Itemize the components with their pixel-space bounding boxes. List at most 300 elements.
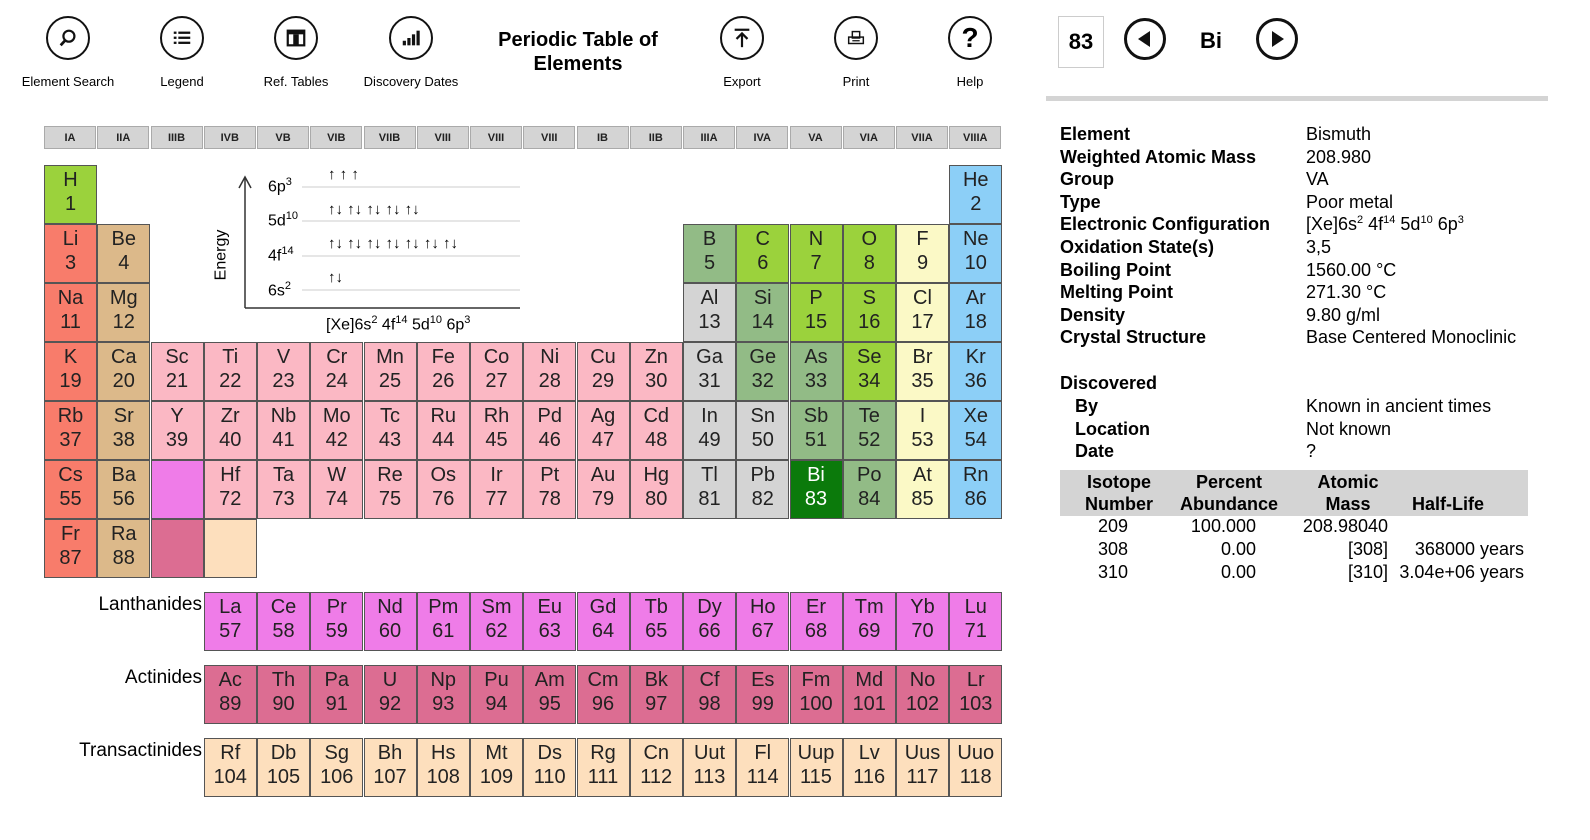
element-symbol: Li	[62, 228, 79, 250]
previous-element-button[interactable]	[1124, 18, 1166, 60]
element-cell-np[interactable]	[417, 665, 470, 724]
element-symbol: Es	[751, 669, 775, 691]
element-cell-hg[interactable]	[630, 460, 683, 519]
isotope-mass: [308]	[1347, 539, 1388, 559]
element-number: 46	[538, 429, 561, 451]
element-number: 9	[916, 252, 929, 274]
element-cell-y[interactable]	[151, 401, 204, 460]
element-number: 66	[698, 620, 721, 642]
element-cell-cu[interactable]	[577, 342, 630, 401]
panel-divider	[1046, 96, 1548, 101]
element-cell-au[interactable]	[577, 460, 630, 519]
element-symbol: Cr	[326, 346, 348, 368]
element-cell-pu[interactable]	[470, 665, 523, 724]
element-cell-md[interactable]	[843, 665, 896, 724]
element-number: 85	[911, 488, 934, 510]
element-cell-zr[interactable]	[204, 401, 257, 460]
element-number: 112	[640, 766, 673, 788]
isotope-number: 310	[1098, 562, 1129, 582]
discovered-label-by: By	[1075, 396, 1099, 416]
element-cell-ge[interactable]	[736, 342, 789, 401]
element-cell-ds[interactable]	[523, 738, 576, 797]
element-symbol: Th	[271, 669, 296, 691]
electron-config-caption: $[Xe]6s^2$ $4f^{14}$ $5d^{10}$ $6p^3$	[326, 314, 471, 334]
orbital-arrows-5d: ↑↓ ↑↓ ↑↓ ↑↓ ↑↓	[328, 201, 420, 218]
app-title-line1: Periodic Table of	[498, 29, 658, 51]
element-symbol: Tl	[701, 464, 718, 486]
export-button[interactable]	[687, 16, 797, 89]
element-cell-h[interactable]	[44, 165, 97, 224]
element-number: 11	[60, 311, 81, 333]
isotope-header-3: Atomic Mass	[1317, 472, 1379, 514]
element-symbol: Fl	[754, 742, 772, 764]
element-symbol: Bk	[644, 669, 668, 691]
element-symbol: He	[962, 169, 989, 191]
element-symbol: Fe	[431, 346, 455, 368]
element-symbol: Xe	[963, 405, 988, 427]
element-number: 83	[804, 488, 828, 510]
element-symbol: Si	[753, 287, 772, 309]
element-cell-br[interactable]	[896, 342, 949, 401]
element-symbol: At	[913, 464, 932, 486]
element-symbol: H	[63, 169, 78, 191]
element-cell-cs[interactable]	[44, 460, 97, 519]
group-header-2: IIA	[97, 126, 149, 149]
element-cell-db[interactable]	[257, 738, 310, 797]
element-number: 88	[112, 547, 135, 569]
element-number: 15	[804, 311, 828, 333]
element-cell-u[interactable]	[364, 665, 417, 724]
element-cell-po[interactable]	[843, 460, 896, 519]
search-icon	[46, 16, 90, 60]
element-symbol: Br	[912, 346, 933, 368]
element-cell-os[interactable]	[417, 460, 470, 519]
element-cell-mo[interactable]	[310, 401, 363, 460]
element-symbol: Lv	[858, 742, 880, 764]
element-cell-uup[interactable]	[790, 738, 843, 797]
element-symbol: Cl	[913, 287, 932, 309]
legend-label: Legend	[160, 74, 204, 89]
element-symbol: Lu	[964, 596, 987, 618]
isotope-mass: [310]	[1347, 562, 1388, 582]
element-cell-f[interactable]	[896, 224, 949, 283]
element-cell-si[interactable]	[736, 283, 789, 342]
element-number: 42	[325, 429, 348, 451]
element-number: 82	[751, 488, 774, 510]
element-cell-uut[interactable]	[683, 738, 736, 797]
element-number: 5	[703, 252, 716, 274]
element-cell-cm[interactable]	[577, 665, 630, 724]
element-cell-pm[interactable]	[417, 592, 470, 651]
element-symbol: Pd	[537, 405, 562, 427]
element-cell-uuo[interactable]	[949, 738, 1002, 797]
element-cell-cl[interactable]	[896, 283, 949, 342]
element-cell-pa[interactable]	[310, 665, 363, 724]
element-number: 102	[905, 693, 940, 715]
element-cell-dy[interactable]	[683, 592, 736, 651]
group-header-9: VIII	[470, 126, 522, 149]
element-symbol: Po	[857, 464, 882, 486]
element-cell-te[interactable]	[843, 401, 896, 460]
legend-button[interactable]	[127, 16, 237, 89]
element-cell-s[interactable]	[843, 283, 896, 342]
element-number: 39	[165, 429, 189, 451]
print-label: Print	[842, 74, 870, 89]
print-button[interactable]	[801, 16, 911, 89]
group-header-18: VIIIA	[949, 126, 1001, 149]
element-number: 106	[320, 766, 354, 788]
orbital-label-5d: $5d^{10}$	[268, 210, 299, 230]
isotope-half-life: 368000 years	[1414, 539, 1524, 559]
element-symbol: Zr	[220, 405, 240, 427]
element-symbol: N	[808, 228, 824, 250]
element-cell-mg[interactable]	[97, 283, 150, 342]
element-cell-c[interactable]	[736, 224, 789, 283]
element-number: 52	[858, 429, 881, 451]
element-cell-ac[interactable]	[204, 665, 257, 724]
print-icon	[834, 16, 878, 60]
help-label: Help	[956, 74, 984, 89]
element-cell-sr[interactable]	[97, 401, 150, 460]
element-number: 118	[959, 766, 992, 788]
element-number: 116	[853, 766, 886, 788]
element-number: 8	[863, 252, 875, 274]
element-cell-th[interactable]	[257, 665, 310, 724]
element-symbol: Mt	[485, 742, 508, 764]
element-number: 113	[693, 766, 726, 788]
element-cell-no[interactable]	[896, 665, 949, 724]
isotope-abundance: 100.000	[1190, 516, 1256, 536]
element-number: 87	[59, 547, 82, 569]
element-symbol: Db	[270, 742, 297, 764]
element-symbol: Ni	[540, 346, 560, 368]
element-cell-sc[interactable]	[151, 342, 204, 401]
element-symbol: I	[919, 405, 926, 427]
element-cell-re[interactable]	[364, 460, 417, 519]
element-number: 109	[479, 766, 514, 788]
element-number: 43	[378, 429, 402, 451]
element-symbol: Pb	[750, 464, 775, 486]
element-symbol: Md	[855, 669, 884, 691]
element-cell-tc[interactable]	[364, 401, 417, 460]
element-number: 21	[165, 370, 189, 392]
element-number: 38	[112, 429, 135, 451]
element-symbol: Pm	[428, 596, 459, 618]
discovered-heading: Discovered	[1060, 373, 1158, 393]
element-cell-rb[interactable]	[44, 401, 97, 460]
element-cell-fe[interactable]	[417, 342, 470, 401]
element-cell-ga[interactable]	[683, 342, 736, 401]
element-cell-lu[interactable]	[949, 592, 1002, 651]
element-number: 23	[272, 370, 295, 392]
element-number: 12	[112, 311, 135, 333]
element-cell-ca[interactable]	[97, 342, 150, 401]
element-cell-yb[interactable]	[896, 592, 949, 651]
element-cell-la[interactable]	[204, 592, 257, 651]
element-number: 50	[751, 429, 774, 451]
element-cell-rg[interactable]	[577, 738, 630, 797]
element-symbol: Yb	[910, 596, 935, 618]
element-cell-rf[interactable]	[204, 738, 257, 797]
element-number: 110	[533, 766, 566, 788]
element-symbol: Rn	[962, 464, 989, 486]
placeholder-cell-trans[interactable]	[204, 519, 257, 578]
element-cell-tm[interactable]	[843, 592, 896, 651]
element-number: 1	[64, 193, 77, 215]
element-cell-li[interactable]	[44, 224, 97, 283]
element-cell-zn[interactable]	[630, 342, 683, 401]
energy-axis-label: Energy	[212, 229, 230, 281]
element-cell-bh[interactable]	[364, 738, 417, 797]
group-header-16: VIA	[843, 126, 895, 149]
element-symbol: Pr	[326, 596, 347, 618]
element-symbol: Ne	[962, 228, 989, 250]
element-cell-es[interactable]	[736, 665, 789, 724]
element-cell-al[interactable]	[683, 283, 736, 342]
element-cell-sn[interactable]	[736, 401, 789, 460]
element-number: 55	[59, 488, 82, 510]
element-symbol: Mn	[376, 346, 404, 368]
element-cell-nd[interactable]	[364, 592, 417, 651]
prop-label-crystal-structure: Crystal Structure	[1060, 327, 1207, 348]
element-number: 105	[266, 766, 301, 788]
element-symbol: Be	[111, 228, 136, 250]
element-cell-rn[interactable]	[949, 460, 1002, 519]
element-cell-pb[interactable]	[736, 460, 789, 519]
export-icon	[720, 16, 764, 60]
element-symbol: Kr	[965, 346, 986, 368]
element-symbol: Pa	[324, 669, 349, 691]
element-cell-ti[interactable]	[204, 342, 257, 401]
element-cell-as[interactable]	[790, 342, 843, 401]
element-symbol: Ca	[110, 346, 137, 368]
element-cell-bi[interactable]	[790, 460, 843, 519]
element-cell-o[interactable]	[843, 224, 896, 283]
orbital-label-4f: $4f^{14}$	[268, 245, 294, 265]
element-number: 57	[219, 620, 242, 642]
element-cell-sm[interactable]	[470, 592, 523, 651]
element-cell-tb[interactable]	[630, 592, 683, 651]
element-cell-b[interactable]	[683, 224, 736, 283]
element-cell-eu[interactable]	[523, 592, 576, 651]
element-symbol: Cd	[643, 405, 670, 427]
element-cell-hs[interactable]	[417, 738, 470, 797]
atomic-number-input[interactable]: 83	[1058, 16, 1104, 68]
element-symbol: Er	[806, 596, 826, 618]
next-element-button[interactable]	[1256, 18, 1298, 60]
element-number: 76	[432, 488, 455, 510]
element-symbol: Bi	[807, 464, 825, 486]
element-number: 80	[645, 488, 668, 510]
element-number: 13	[698, 311, 721, 333]
element-number: 41	[272, 429, 295, 451]
element-number: 19	[59, 370, 82, 392]
element-number: 56	[112, 488, 135, 510]
isotope-header-1: Isotope Number	[1084, 472, 1153, 514]
element-cell-ba[interactable]	[97, 460, 150, 519]
ref-tables-button[interactable]	[241, 16, 351, 89]
group-header-5: VB	[257, 126, 309, 149]
element-cell-cr[interactable]	[310, 342, 363, 401]
element-cell-fl[interactable]	[736, 738, 789, 797]
element-cell-tl[interactable]	[683, 460, 736, 519]
element-number: 47	[591, 429, 615, 451]
element-symbol: Hf	[220, 464, 241, 486]
element-cell-be[interactable]	[97, 224, 150, 283]
element-cell-gd[interactable]	[577, 592, 630, 651]
element-symbol: Ar	[965, 287, 986, 309]
placeholder-cell-lanth[interactable]	[151, 460, 204, 519]
prop-label-weighted-atomic-mass: Weighted Atomic Mass	[1060, 146, 1257, 167]
element-symbol: Ir	[490, 464, 503, 486]
element-number: 114	[746, 766, 779, 788]
element-cell-p[interactable]	[790, 283, 843, 342]
element-cell-bk[interactable]	[630, 665, 683, 724]
prop-value-boiling-point: 1560.00 °C	[1306, 259, 1397, 280]
element-cell-rh[interactable]	[470, 401, 523, 460]
element-symbol: Fm	[801, 669, 831, 691]
element-cell-pr[interactable]	[310, 592, 363, 651]
element-cell-sg[interactable]	[310, 738, 363, 797]
element-cell-i[interactable]	[896, 401, 949, 460]
element-number: 101	[852, 693, 886, 715]
element-number: 74	[325, 488, 348, 510]
help-button[interactable]	[915, 16, 1025, 89]
element-symbol: Au	[590, 464, 616, 486]
element-cell-ne[interactable]	[949, 224, 1002, 283]
isotope-mass: 208.98040	[1302, 516, 1388, 536]
element-cell-v[interactable]	[257, 342, 310, 401]
element-symbol: C	[755, 228, 770, 250]
element-number: 84	[858, 488, 881, 510]
element-symbol: Mo	[322, 405, 351, 427]
element-number: 59	[325, 620, 348, 642]
element-cell-ta[interactable]	[257, 460, 310, 519]
element-symbol: La	[219, 596, 242, 618]
element-number: 58	[272, 620, 295, 642]
element-number: 79	[591, 488, 615, 510]
element-cell-nb[interactable]	[257, 401, 310, 460]
element-cell-ra[interactable]	[97, 519, 150, 578]
element-cell-lr[interactable]	[949, 665, 1002, 724]
element-number: 45	[485, 429, 508, 451]
element-number: 27	[485, 370, 508, 392]
discovery-dates-button[interactable]	[356, 16, 466, 89]
element-symbol: Uus	[904, 742, 941, 764]
element-number: 31	[698, 370, 721, 392]
element-cell-uus[interactable]	[896, 738, 949, 797]
element-symbol: Mg	[109, 287, 138, 309]
element-symbol: Os	[430, 464, 457, 486]
element-number: 97	[645, 693, 668, 715]
element-cell-pt[interactable]	[523, 460, 576, 519]
element-cell-n[interactable]	[790, 224, 843, 283]
placeholder-cell-actin[interactable]	[151, 519, 204, 578]
element-cell-fr[interactable]	[44, 519, 97, 578]
element-cell-na[interactable]	[44, 283, 97, 342]
element-number: 86	[964, 488, 987, 510]
element-number: 92	[378, 693, 402, 715]
element-cell-cd[interactable]	[630, 401, 683, 460]
element-symbol: Hs	[431, 742, 456, 764]
element-symbol: Ra	[110, 523, 137, 545]
element-number: 111	[587, 766, 619, 788]
element-cell-am[interactable]	[523, 665, 576, 724]
element-number: 3	[64, 252, 77, 274]
element-symbol: W	[327, 464, 347, 486]
element-cell-k[interactable]	[44, 342, 97, 401]
element-cell-lv[interactable]	[843, 738, 896, 797]
element-cell-w[interactable]	[310, 460, 363, 519]
element-cell-at[interactable]	[896, 460, 949, 519]
app-title	[488, 28, 668, 76]
element-search-button[interactable]	[13, 16, 123, 89]
element-cell-hf[interactable]	[204, 460, 257, 519]
element-cell-co[interactable]	[470, 342, 523, 401]
element-cell-er[interactable]	[790, 592, 843, 651]
element-cell-ni[interactable]	[523, 342, 576, 401]
element-symbol: Sn	[750, 405, 775, 427]
element-cell-pd[interactable]	[523, 401, 576, 460]
prop-value-group: VA	[1306, 169, 1329, 190]
element-symbol: Nb	[270, 405, 297, 427]
element-cell-ar[interactable]	[949, 283, 1002, 342]
element-cell-xe[interactable]	[949, 401, 1002, 460]
element-cell-fm[interactable]	[790, 665, 843, 724]
element-cell-he[interactable]	[949, 165, 1002, 224]
prop-value-electronic-configuration: $[Xe]6s^2$ $4f^{14}$ $5d^{10}$ $6p^3$	[1306, 214, 1464, 235]
element-number: 103	[959, 693, 993, 715]
element-number: 107	[373, 766, 407, 788]
element-symbol: No	[909, 669, 936, 691]
element-symbol: Cn	[643, 742, 670, 764]
element-symbol: Sm	[481, 596, 512, 618]
element-number: 89	[219, 693, 242, 715]
element-cell-ho[interactable]	[736, 592, 789, 651]
element-cell-ru[interactable]	[417, 401, 470, 460]
element-symbol: Ti	[222, 346, 239, 368]
element-number: 62	[485, 620, 508, 642]
element-symbol: Ga	[696, 346, 723, 368]
element-symbol: Ge	[749, 346, 777, 368]
element-symbol: Ag	[590, 405, 616, 427]
app-title-line2: Elements	[533, 53, 623, 75]
group-header-13: IIIA	[683, 126, 735, 149]
element-cell-kr[interactable]	[949, 342, 1002, 401]
element-cell-se[interactable]	[843, 342, 896, 401]
element-cell-cf[interactable]	[683, 665, 736, 724]
element-number: 28	[538, 370, 561, 392]
element-symbol: Fr	[61, 523, 80, 545]
element-number: 34	[858, 370, 881, 392]
group-header-12: IIB	[630, 126, 682, 149]
element-cell-mt[interactable]	[470, 738, 523, 797]
element-cell-cn[interactable]	[630, 738, 683, 797]
element-cell-sb[interactable]	[790, 401, 843, 460]
element-symbol: Ba	[111, 464, 136, 486]
element-cell-mn[interactable]	[364, 342, 417, 401]
element-cell-ce[interactable]	[257, 592, 310, 651]
element-symbol: Re	[377, 464, 403, 486]
element-number: 75	[378, 488, 402, 510]
discovered-value-date: ?	[1306, 441, 1317, 462]
element-cell-ag[interactable]	[577, 401, 630, 460]
element-symbol: Uuo	[957, 742, 995, 764]
element-cell-ir[interactable]	[470, 460, 523, 519]
element-cell-in[interactable]	[683, 401, 736, 460]
discovered-value-location: Not known	[1306, 418, 1392, 439]
isotope-abundance: 0.00	[1220, 539, 1256, 559]
